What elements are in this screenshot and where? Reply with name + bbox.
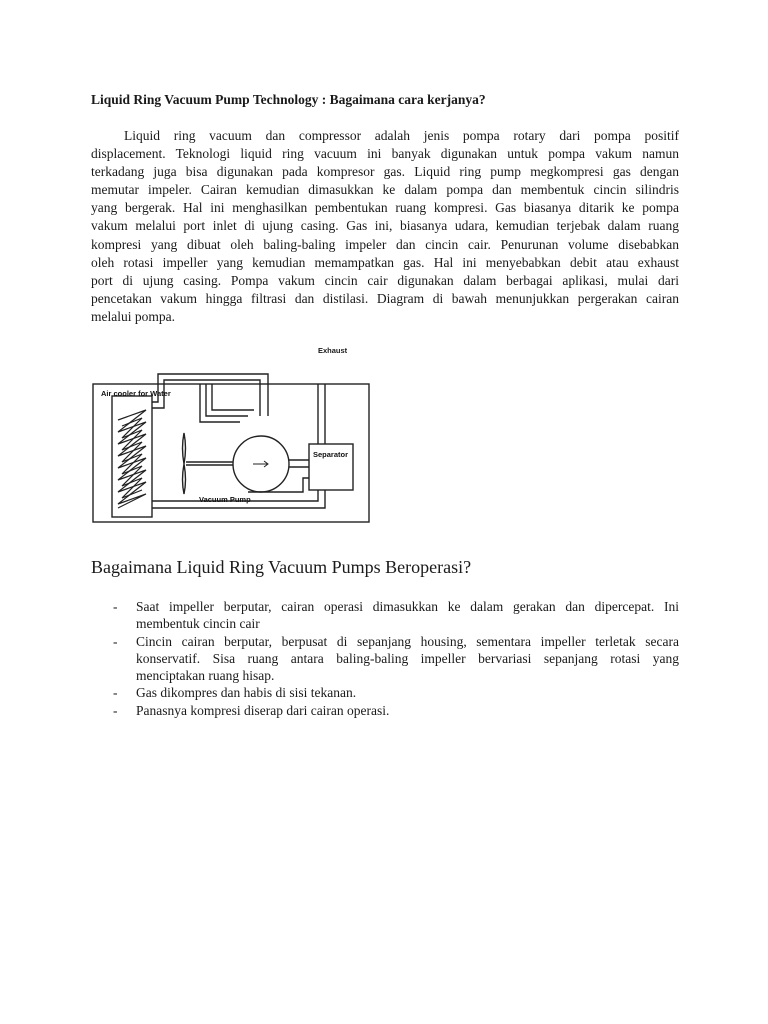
paragraph-line: melalui pompa. [91, 308, 175, 324]
paragraph-line: port di ujung casing. Pompa vakum cincin cair digunakan dalam berbagai aplikasi, mulai dari [91, 272, 679, 288]
pump-shaft [186, 462, 233, 465]
paragraph-line: kompresi yang dibuat oleh baling-baling impeler dan cincin cair. Penurunan volume disebabkan [91, 236, 679, 252]
list-item-line: Cincin cairan berputar, berpusat di sepanjang housing, sementara impeller terletak secara [136, 633, 679, 649]
bullet-marker: - [113, 685, 118, 701]
paragraph-line: pencetakan vakum hingga filtrasi dan distilasi. Diagram di bawah menunjukkan pergerakan cairan [91, 290, 679, 306]
flow-arrow [253, 461, 268, 467]
pipe-5 [212, 384, 254, 410]
exhaust-pipe [318, 384, 325, 444]
list-item-line: Panasnya kompresi diserap dari cairan operasi. [136, 702, 390, 718]
bullet-marker: - [113, 633, 118, 649]
bullet-marker: - [113, 599, 118, 614]
list-item-line: konservatif. Sisa ruang antara baling-baling impeller bervariasi sepanjang rotasi yang [136, 650, 679, 666]
document-title: Liquid Ring Vacuum Pump Technology : Bagaimana cara kerjanya? [91, 92, 486, 107]
list-item-line: membentuk cincin cair [136, 616, 260, 632]
list-item [113, 702, 679, 719]
bullet-list [113, 598, 679, 719]
list-item-line: Saat impeller berputar, cairan operasi dimasukkan ke dalam gerakan dan dipercepat. Ini [136, 599, 679, 614]
list-item [113, 633, 679, 685]
paragraph-line: terkadang juga bisa digunakan pada kompresor gas. Liquid ring pump megkompresi gas dengan [91, 164, 679, 180]
cooler-coil [118, 410, 146, 508]
exhaust-label: Exhaust [318, 346, 348, 355]
list-item [113, 684, 679, 701]
list-item-line: menciptakan ruang hisap. [136, 668, 275, 684]
pump-diagram [88, 360, 378, 540]
paragraph-line: displacement. Teknologi liquid ring vacuum ini banyak digunakan untuk pompa vakum namun [91, 146, 679, 162]
paragraph-line: vakum melalui port inlet di ujung casing. Gas ini, biasanya udara, kemudian terjebak dalam ruang [91, 218, 679, 234]
paragraph-line: memutar impeler. Cairan kemudian dimasukkan ke dalam pompa dan membentuk cincin silindris [91, 182, 679, 198]
section-heading: Bagaimana Liquid Ring Vacuum Pumps Beroperasi? [91, 557, 472, 577]
paragraph-line: oleh rotasi impeller yang kemudian memampatkan gas. Hal ini menyebabkan debit atau exhaust [91, 254, 679, 270]
air-cooler-label: Air cooler for Water [101, 389, 171, 398]
bullet-marker: - [113, 702, 118, 718]
separator-label: Separator [313, 450, 349, 459]
intro-paragraph [91, 127, 679, 326]
list-item-line: Gas dikompres dan habis di sisi tekanan. [136, 685, 357, 701]
fan-blades [183, 433, 186, 494]
vacuum-pump-label: Vacuum Pump [199, 495, 251, 504]
paragraph-line: Liquid ring vacuum dan compressor adalah jenis pompa rotary dari pompa positif [124, 128, 679, 143]
list-item [113, 598, 679, 633]
paragraph-line: yang bergerak. Hal ini menghasilkan pembentukan ruang kompresi. Gas biasanya ditarik ke pompa [91, 200, 679, 216]
pipe-6 [289, 460, 309, 467]
